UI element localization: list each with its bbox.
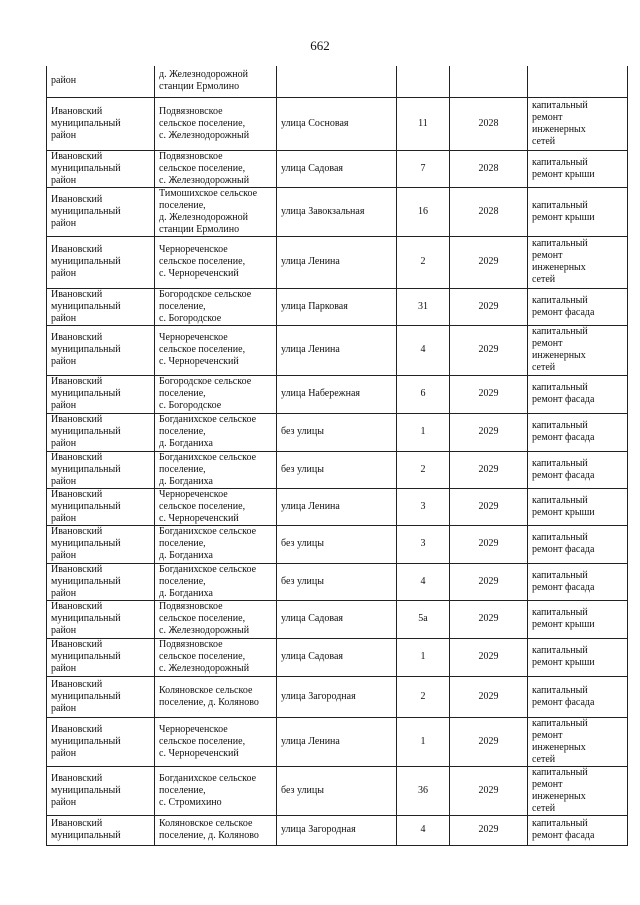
year-cell-text: 2029 bbox=[478, 651, 499, 662]
work-type-cell bbox=[528, 66, 628, 97]
district-cell bbox=[47, 375, 155, 413]
street-cell-text: улица Ленина bbox=[281, 256, 340, 267]
settlement-cell bbox=[155, 525, 277, 563]
street-cell bbox=[277, 766, 397, 815]
settlement-cell bbox=[155, 66, 277, 97]
work-type-cell-text: капитальный ремонт крыши bbox=[532, 156, 595, 180]
year-cell-text: 2029 bbox=[478, 500, 499, 512]
street-cell-text: улица Ленина bbox=[281, 500, 340, 512]
street-cell bbox=[277, 187, 397, 236]
work-type-cell-text: капитальный ремонт инженерных сетей bbox=[532, 238, 588, 285]
house-number-cell-text: 7 bbox=[420, 162, 426, 174]
year-cell-text: 2029 bbox=[478, 735, 499, 747]
year-cell bbox=[450, 638, 528, 676]
house-number-cell-text: 36 bbox=[418, 784, 428, 796]
house-number-cell bbox=[397, 600, 450, 638]
street-cell-text: без улицы bbox=[281, 426, 324, 437]
settlement-cell-text: Чернореченское сельское поселение, с. Чернореченский bbox=[159, 244, 246, 279]
work-type-cell-text: капитальный ремонт инженерных сетей bbox=[532, 326, 588, 373]
work-type-cell bbox=[528, 676, 628, 717]
house-number-cell-text: 6 bbox=[420, 388, 426, 399]
street-cell-text: улица Сосновая bbox=[281, 117, 349, 129]
year-cell-text: 2029 bbox=[478, 824, 499, 835]
settlement-cell-text: Подвязновское сельское поселение, с. Железнодорожный bbox=[159, 639, 250, 674]
work-type-cell-text: капитальный ремонт фасада bbox=[532, 382, 595, 405]
street-cell-text: улица Садовая bbox=[281, 651, 344, 662]
table-row bbox=[47, 451, 628, 488]
year-cell-text: 2028 bbox=[478, 205, 499, 217]
year-cell bbox=[450, 150, 528, 187]
house-number-cell-text: 1 bbox=[420, 735, 426, 747]
year-cell-text: 2029 bbox=[478, 613, 499, 624]
settlement-cell bbox=[155, 563, 277, 600]
table-row bbox=[47, 638, 628, 676]
settlement-cell-text: Богданихское сельское поселение, с. Стромихино bbox=[159, 772, 257, 808]
year-cell-text: 2029 bbox=[478, 690, 499, 702]
work-type-cell-text: капитальный ремонт инженерных сетей bbox=[532, 766, 588, 814]
street-cell bbox=[277, 66, 397, 97]
work-type-cell bbox=[528, 97, 628, 150]
house-number-cell-text: 31 bbox=[418, 300, 428, 312]
district-cell bbox=[47, 488, 155, 525]
house-number-cell bbox=[397, 66, 450, 97]
table-row bbox=[47, 325, 628, 375]
district-cell-text: Ивановский муниципальный район bbox=[51, 601, 121, 636]
work-type-cell bbox=[528, 815, 628, 845]
street-cell-text: улица Ленина bbox=[281, 344, 340, 355]
house-number-cell-text: 2 bbox=[420, 256, 426, 267]
district-cell-text: Ивановский муниципальный район bbox=[51, 414, 121, 449]
district-cell-text: Ивановский муниципальный район bbox=[51, 526, 121, 561]
house-number-cell-text: 5а bbox=[418, 613, 428, 624]
year-cell bbox=[450, 525, 528, 563]
settlement-cell bbox=[155, 600, 277, 638]
year-cell-text: 2029 bbox=[478, 300, 499, 312]
work-type-cell bbox=[528, 375, 628, 413]
work-type-cell bbox=[528, 563, 628, 600]
year-cell bbox=[450, 288, 528, 325]
work-type-cell-text: капитальный ремонт фасада bbox=[532, 420, 595, 443]
street-cell bbox=[277, 600, 397, 638]
district-cell-text: Ивановский муниципальный район bbox=[51, 193, 121, 229]
house-number-cell-text: 4 bbox=[420, 575, 426, 587]
settlement-cell bbox=[155, 488, 277, 525]
table-row bbox=[47, 815, 628, 845]
house-number-cell-text: 3 bbox=[420, 500, 426, 512]
settlement-cell bbox=[155, 288, 277, 325]
year-cell bbox=[450, 325, 528, 375]
district-cell-text: Ивановский муниципальный район bbox=[51, 451, 121, 487]
work-type-cell-text: капитальный ремонт фасада bbox=[532, 818, 595, 841]
work-type-cell bbox=[528, 413, 628, 451]
settlement-cell-text: Подвязновское сельское поселение, с. Железнодорожный bbox=[159, 150, 250, 186]
settlement-cell bbox=[155, 676, 277, 717]
year-cell bbox=[450, 563, 528, 600]
settlement-cell-text: Чернореченское сельское поселение, с. Чернореченский bbox=[159, 332, 246, 367]
settlement-cell-text: Чернореченское сельское поселение, с. Чернореченский bbox=[159, 488, 246, 524]
settlement-cell-text: Богородское сельское поселение, с. Богородское bbox=[159, 288, 252, 324]
house-number-cell bbox=[397, 815, 450, 845]
table-row bbox=[47, 413, 628, 451]
settlement-cell-text: Коляновское сельское поселение, д. Коляново bbox=[159, 684, 259, 708]
page-number: 662 bbox=[310, 38, 330, 53]
street-cell-text: улица Садовая bbox=[281, 162, 344, 174]
work-type-cell-text: капитальный ремонт инженерных сетей bbox=[532, 717, 588, 765]
settlement-cell-text: Коляновское сельское поселение, д. Коляново bbox=[159, 818, 259, 841]
street-cell bbox=[277, 451, 397, 488]
year-cell bbox=[450, 815, 528, 845]
year-cell-text: 2029 bbox=[478, 344, 499, 355]
street-cell-text: улица Загородная bbox=[281, 690, 356, 702]
street-cell-text: улица Садовая bbox=[281, 613, 344, 624]
work-type-cell-text: капитальный ремонт фасада bbox=[532, 684, 595, 708]
settlement-cell-text: д. Железнодорожной станции Ермолино bbox=[159, 69, 248, 93]
house-number-cell-text: 4 bbox=[420, 344, 426, 355]
street-cell bbox=[277, 563, 397, 600]
settlement-cell bbox=[155, 413, 277, 451]
district-cell-text: Ивановский муниципальный район bbox=[51, 772, 121, 808]
house-number-cell bbox=[397, 488, 450, 525]
house-number-cell-text: 2 bbox=[420, 463, 426, 475]
street-cell bbox=[277, 488, 397, 525]
house-number-cell bbox=[397, 236, 450, 288]
street-cell bbox=[277, 288, 397, 325]
housing-repair-table bbox=[46, 66, 628, 846]
district-cell bbox=[47, 236, 155, 288]
work-type-cell bbox=[528, 717, 628, 766]
year-cell bbox=[450, 413, 528, 451]
district-cell-text: Ивановский муниципальный район bbox=[51, 376, 121, 411]
street-cell bbox=[277, 375, 397, 413]
district-cell bbox=[47, 815, 155, 845]
year-cell-text: 2029 bbox=[478, 538, 499, 549]
year-cell bbox=[450, 375, 528, 413]
table-row bbox=[47, 600, 628, 638]
house-number-cell-text: 11 bbox=[418, 117, 428, 129]
house-number-cell bbox=[397, 97, 450, 150]
house-number-cell bbox=[397, 563, 450, 600]
settlement-cell bbox=[155, 717, 277, 766]
work-type-cell bbox=[528, 638, 628, 676]
district-cell-text: Ивановский муниципальный район bbox=[51, 244, 121, 279]
year-cell bbox=[450, 66, 528, 97]
house-number-cell bbox=[397, 288, 450, 325]
table-row bbox=[47, 525, 628, 563]
house-number-cell bbox=[397, 451, 450, 488]
year-cell-text: 2028 bbox=[478, 117, 499, 129]
year-cell-text: 2028 bbox=[478, 162, 499, 174]
district-cell bbox=[47, 187, 155, 236]
settlement-cell-text: Богданихское сельское поселение, д. Богданиха bbox=[159, 414, 257, 449]
street-cell-text: улица Парковая bbox=[281, 300, 348, 312]
settlement-cell-text: Подвязновское сельское поселение, с. Железнодорожный bbox=[159, 601, 250, 636]
year-cell-text: 2029 bbox=[478, 463, 499, 475]
district-cell bbox=[47, 676, 155, 717]
district-cell bbox=[47, 288, 155, 325]
work-type-cell bbox=[528, 451, 628, 488]
house-number-cell bbox=[397, 150, 450, 187]
house-number-cell bbox=[397, 676, 450, 717]
house-number-cell-text: 1 bbox=[420, 426, 426, 437]
house-number-cell bbox=[397, 638, 450, 676]
district-cell bbox=[47, 563, 155, 600]
settlement-cell bbox=[155, 150, 277, 187]
work-type-cell-text: капитальный ремонт фасада bbox=[532, 294, 595, 318]
district-cell-text: Ивановский муниципальный район bbox=[51, 332, 121, 367]
district-cell-text: Ивановский муниципальный район bbox=[51, 150, 121, 186]
house-number-cell bbox=[397, 766, 450, 815]
district-cell-text: Ивановский муниципальный район bbox=[51, 488, 121, 524]
settlement-cell-text: Тимошихское сельское поселение, д. Железнодорожной станции Ермолино bbox=[159, 187, 258, 235]
year-cell bbox=[450, 187, 528, 236]
work-type-cell-text: капитальный ремонт крыши bbox=[532, 607, 595, 630]
street-cell bbox=[277, 815, 397, 845]
district-cell bbox=[47, 150, 155, 187]
street-cell bbox=[277, 150, 397, 187]
house-number-cell bbox=[397, 525, 450, 563]
settlement-cell bbox=[155, 451, 277, 488]
work-type-cell-text: капитальный ремонт фасада bbox=[532, 569, 595, 593]
house-number-cell-text: 1 bbox=[420, 651, 426, 662]
settlement-cell-text: Чернореченское сельское поселение, с. Чернореченский bbox=[159, 723, 246, 759]
work-type-cell bbox=[528, 488, 628, 525]
settlement-cell bbox=[155, 638, 277, 676]
street-cell bbox=[277, 717, 397, 766]
table-row bbox=[47, 187, 628, 236]
year-cell-text: 2029 bbox=[478, 784, 499, 796]
street-cell-text: без улицы bbox=[281, 538, 324, 549]
settlement-cell bbox=[155, 375, 277, 413]
table-row bbox=[47, 717, 628, 766]
settlement-cell bbox=[155, 187, 277, 236]
street-cell-text: улица Ленина bbox=[281, 735, 340, 747]
street-cell bbox=[277, 676, 397, 717]
street-cell bbox=[277, 413, 397, 451]
table-row bbox=[47, 488, 628, 525]
settlement-cell-text: Богданихское сельское поселение, д. Богданиха bbox=[159, 451, 257, 487]
year-cell bbox=[450, 600, 528, 638]
table-row bbox=[47, 66, 628, 97]
district-cell bbox=[47, 638, 155, 676]
work-type-cell bbox=[528, 766, 628, 815]
settlement-cell bbox=[155, 97, 277, 150]
district-cell-text: район bbox=[51, 75, 77, 87]
settlement-cell bbox=[155, 236, 277, 288]
work-type-cell bbox=[528, 187, 628, 236]
settlement-cell-text: Богданихское сельское поселение, д. Богданиха bbox=[159, 526, 257, 561]
street-cell-text: улица Загородная bbox=[281, 824, 356, 835]
work-type-cell-text: капитальный ремонт крыши bbox=[532, 645, 595, 668]
street-cell-text: без улицы bbox=[281, 784, 324, 796]
district-cell-text: Ивановский муниципальный район bbox=[51, 105, 121, 141]
district-cell bbox=[47, 717, 155, 766]
street-cell bbox=[277, 97, 397, 150]
house-number-cell bbox=[397, 187, 450, 236]
year-cell-text: 2029 bbox=[478, 426, 499, 437]
table-row bbox=[47, 375, 628, 413]
district-cell-text: Ивановский муниципальный район bbox=[51, 563, 121, 599]
work-type-cell-text: капитальный ремонт крыши bbox=[532, 199, 595, 223]
house-number-cell-text: 3 bbox=[420, 538, 426, 549]
house-number-cell-text: 4 bbox=[420, 824, 426, 835]
work-type-cell bbox=[528, 325, 628, 375]
settlement-cell-text: Богданихское сельское поселение, д. Богданиха bbox=[159, 563, 257, 599]
settlement-cell bbox=[155, 325, 277, 375]
year-cell-text: 2029 bbox=[478, 575, 499, 587]
district-cell bbox=[47, 97, 155, 150]
table-row bbox=[47, 150, 628, 187]
district-cell bbox=[47, 413, 155, 451]
table-row bbox=[47, 236, 628, 288]
work-type-cell bbox=[528, 525, 628, 563]
year-cell bbox=[450, 676, 528, 717]
year-cell bbox=[450, 97, 528, 150]
settlement-cell bbox=[155, 815, 277, 845]
district-cell-text: Ивановский муниципальный район bbox=[51, 288, 121, 324]
street-cell bbox=[277, 638, 397, 676]
year-cell bbox=[450, 451, 528, 488]
street-cell bbox=[277, 325, 397, 375]
district-cell-text: Ивановский муниципальный район bbox=[51, 639, 121, 674]
year-cell-text: 2029 bbox=[478, 256, 499, 267]
house-number-cell bbox=[397, 375, 450, 413]
house-number-cell bbox=[397, 717, 450, 766]
work-type-cell bbox=[528, 150, 628, 187]
district-cell bbox=[47, 766, 155, 815]
year-cell bbox=[450, 488, 528, 525]
street-cell bbox=[277, 236, 397, 288]
settlement-cell bbox=[155, 766, 277, 815]
work-type-cell-text: капитальный ремонт инженерных сетей bbox=[532, 99, 588, 147]
district-cell bbox=[47, 325, 155, 375]
district-cell bbox=[47, 451, 155, 488]
year-cell bbox=[450, 236, 528, 288]
street-cell-text: без улицы bbox=[281, 463, 324, 475]
district-cell-text: Ивановский муниципальный район bbox=[51, 678, 121, 714]
table-row bbox=[47, 97, 628, 150]
work-type-cell bbox=[528, 288, 628, 325]
house-number-cell-text: 2 bbox=[420, 690, 426, 702]
district-cell bbox=[47, 66, 155, 97]
year-cell bbox=[450, 717, 528, 766]
work-type-cell bbox=[528, 600, 628, 638]
settlement-cell-text: Богородское сельское поселение, с. Богородское bbox=[159, 376, 252, 411]
work-type-cell-text: капитальный ремонт крыши bbox=[532, 494, 595, 518]
district-cell-text: Ивановский муниципальный bbox=[51, 818, 121, 841]
house-number-cell-text: 16 bbox=[418, 205, 428, 217]
work-type-cell-text: капитальный ремонт фасада bbox=[532, 532, 595, 555]
table-row bbox=[47, 676, 628, 717]
street-cell-text: улица Завокзальная bbox=[281, 205, 365, 217]
street-cell-text: улица Набережная bbox=[281, 388, 360, 399]
year-cell bbox=[450, 766, 528, 815]
table-row bbox=[47, 288, 628, 325]
work-type-cell-text: капитальный ремонт фасада bbox=[532, 457, 595, 481]
house-number-cell bbox=[397, 413, 450, 451]
district-cell bbox=[47, 600, 155, 638]
year-cell-text: 2029 bbox=[478, 388, 499, 399]
table-row bbox=[47, 563, 628, 600]
street-cell-text: без улицы bbox=[281, 575, 324, 587]
house-number-cell bbox=[397, 325, 450, 375]
work-type-cell bbox=[528, 236, 628, 288]
district-cell bbox=[47, 525, 155, 563]
street-cell bbox=[277, 525, 397, 563]
table-row bbox=[47, 766, 628, 815]
settlement-cell-text: Подвязновское сельское поселение, с. Железнодорожный bbox=[159, 105, 250, 141]
district-cell-text: Ивановский муниципальный район bbox=[51, 723, 121, 759]
